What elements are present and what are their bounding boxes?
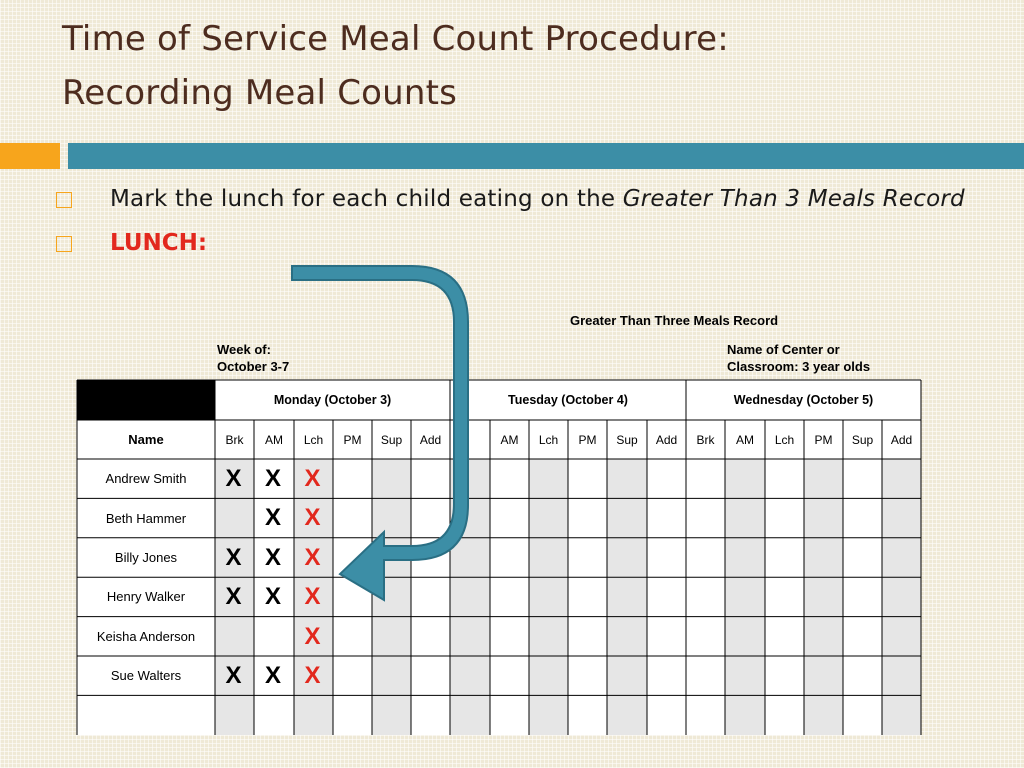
col-header-tuesday-pm: PM xyxy=(578,432,597,447)
col-header-wednesday-am: AM xyxy=(736,432,754,447)
col-header-wednesday-sup: Sup xyxy=(851,432,874,447)
col-header-wednesday-add: Add xyxy=(890,432,913,447)
week-label: Week of: xyxy=(217,342,271,357)
bullet-1-italic: Greater Than 3 Meals Record xyxy=(622,186,965,212)
child-name: Billy Jones xyxy=(114,549,178,565)
col-header-monday-add: Add xyxy=(419,432,442,447)
record-title: Greater Than Three Meals Record xyxy=(570,313,779,328)
col-header-wednesday-brk: Brk xyxy=(696,432,715,447)
center-value: Classroom: 3 year olds xyxy=(727,359,871,374)
arrow-shape xyxy=(292,266,468,600)
meal-mark-lch: X xyxy=(304,622,321,650)
child-name: Henry Walker xyxy=(106,589,186,605)
meal-mark-am: X xyxy=(265,543,282,571)
day-header-monday: Monday (October 3) xyxy=(273,393,392,407)
meal-mark-brk: X xyxy=(225,465,242,492)
meal-mark-brk: X xyxy=(225,543,242,571)
week-value: October 3-7 xyxy=(217,359,290,374)
child-name: Keisha Anderson xyxy=(96,628,196,644)
col-header-tuesday-add: Add xyxy=(655,432,678,447)
col-header-monday-sup: Sup xyxy=(380,432,403,447)
meal-mark-am: X xyxy=(265,662,282,689)
col-header-tuesday-am: AM xyxy=(500,432,519,447)
title-line-2: Recording Meal Counts xyxy=(62,73,458,113)
day-header-wednesday: Wednesday (October 5) xyxy=(733,393,874,407)
meal-mark-am: X xyxy=(265,504,282,532)
center-label: Name of Center or xyxy=(727,342,840,357)
meal-mark-brk: X xyxy=(225,662,242,689)
meal-mark-lch: X xyxy=(304,543,321,571)
col-header-wednesday-pm: PM xyxy=(814,432,833,447)
meal-mark-lch: X xyxy=(304,583,321,611)
col-header-monday-pm: PM xyxy=(343,432,362,447)
meal-mark-lch: X xyxy=(304,504,321,532)
meal-mark-brk: X xyxy=(225,583,242,611)
meal-mark-am: X xyxy=(265,583,282,611)
col-header-tuesday-sup: Sup xyxy=(616,432,638,447)
day-header-tuesday: Tuesday (October 4) xyxy=(508,393,628,407)
meal-mark-lch: X xyxy=(304,662,321,689)
title-line-1: Time of Service Meal Count Procedure: xyxy=(62,19,729,59)
child-name: Beth Hammer xyxy=(105,510,187,526)
meal-mark-am: X xyxy=(265,465,282,492)
col-header-tuesday-lch: Lch xyxy=(538,432,559,447)
bullet-2-lunch: LUNCH: xyxy=(110,230,208,256)
bullet-1-text: Mark the lunch for each child eating on the xyxy=(110,186,623,212)
col-header-monday-am: AM xyxy=(265,432,283,447)
col-header-monday-brk: Brk xyxy=(225,432,244,447)
child-name: Sue Walters xyxy=(110,668,182,684)
meal-mark-lch: X xyxy=(304,465,321,492)
name-header: Name xyxy=(128,432,164,447)
child-name: Andrew Smith xyxy=(105,471,187,487)
col-header-wednesday-lch: Lch xyxy=(774,432,795,447)
col-header-monday-lch: Lch xyxy=(303,432,324,447)
